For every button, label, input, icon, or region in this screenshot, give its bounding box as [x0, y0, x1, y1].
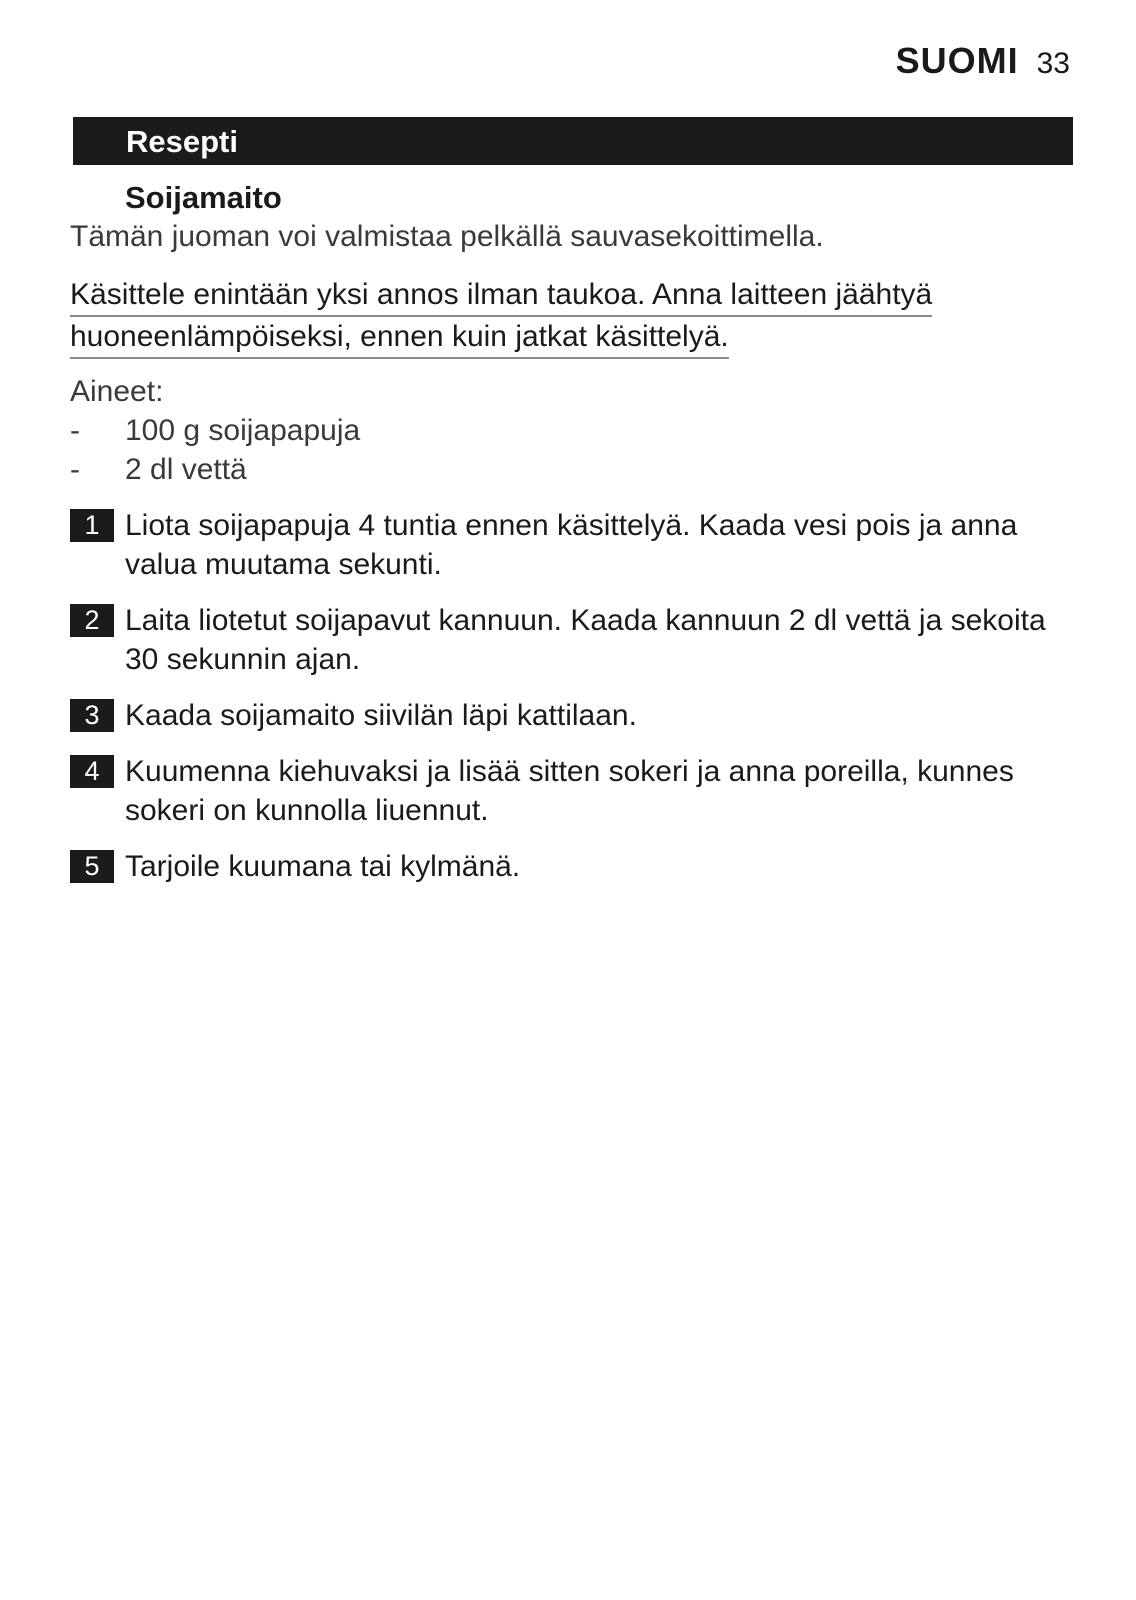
step-item — [70, 752, 1070, 830]
section-title: Resepti — [126, 124, 238, 159]
step-number-badge: 4 — [70, 755, 114, 788]
warning-line: Käsittele enintään yksi annos ilman taukoa. Anna laitteen jäähtyä — [70, 275, 932, 317]
ingredient-text: 100 g soijapapuja — [125, 414, 361, 447]
step-number-badge: 2 — [70, 604, 114, 637]
step-number-badge: 1 — [70, 509, 114, 542]
step-text: Kaada soijamaito siivilän läpi kattilaan. — [125, 699, 637, 732]
dash-bullet: - — [70, 414, 80, 447]
step-number-badge: 5 — [70, 850, 114, 883]
step-number-badge: 3 — [70, 699, 114, 732]
steps-list — [70, 506, 1070, 903]
step-text: Liota soijapapuja 4 tuntia ennen käsittelyä. Kaada vesi pois ja anna valua muutama sekunti. — [125, 509, 1018, 581]
step-item — [70, 847, 1070, 886]
step-item — [70, 506, 1070, 584]
step-text: Laita liotetut soijapavut kannuun. Kaada kannuun 2 dl vettä ja sekoita 30 sekunnin ajan. — [125, 604, 1046, 676]
recipe-intro: Tämän juoman voi valmistaa pelkällä sauvasekoittimella. — [70, 220, 824, 253]
ingredients-label: Aineet: — [70, 375, 164, 408]
page-header — [896, 40, 1070, 82]
step-text: Tarjoile kuumana tai kylmänä. — [125, 850, 521, 883]
language-label: SUOMI — [895, 40, 1019, 81]
warning-note — [70, 275, 932, 359]
ingredients-list — [70, 372, 360, 489]
list-item — [70, 450, 360, 489]
warning-line: huoneenlämpöiseksi, ennen kuin jatkat käsittelyä. — [70, 317, 729, 359]
list-item — [70, 411, 360, 450]
page-number: 33 — [1036, 47, 1070, 80]
recipe-title: Soijamaito — [125, 180, 282, 215]
section-heading-bar — [73, 117, 1073, 165]
step-text: Kuumenna kiehuvaksi ja lisää sitten sokeri ja anna poreilla, kunnes sokeri on kunnolla liuennut. — [125, 755, 1014, 827]
dash-bullet: - — [70, 453, 80, 486]
step-item — [70, 696, 1070, 735]
ingredient-text: 2 dl vettä — [125, 453, 247, 486]
step-item — [70, 601, 1070, 679]
